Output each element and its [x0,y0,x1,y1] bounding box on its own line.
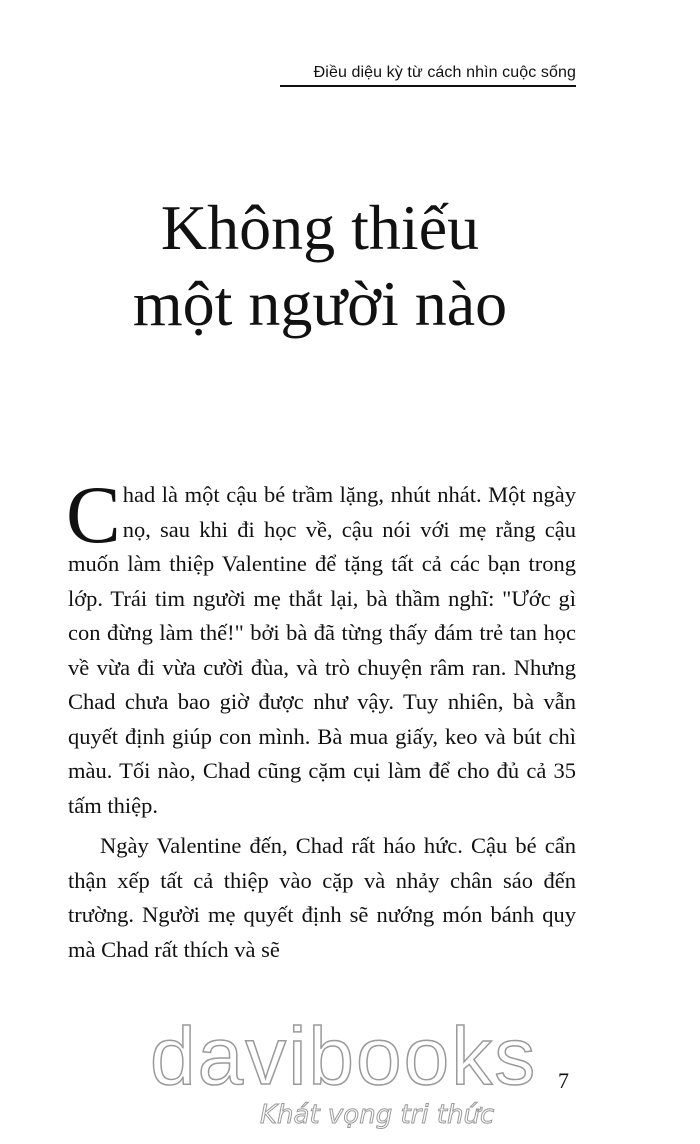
paragraph-1 [66,469,576,823]
watermark-logo: davibooks [150,1011,538,1102]
running-header: Điều diệu kỳ từ cách nhìn cuộc sống [280,64,576,87]
chapter-title-line-1: Không thiếu [160,192,480,263]
paragraph-1-text: had là một cậu bé trầm lặng, nhút nhát. Một ngày nọ, sau khi đi học về, cậu nói với mẹ rằng cậu muốn làm thiệp Valentine để tặng tất cả các bạn trong lớp. Trái tim người mẹ thắt lại, bà thầm nghĩ: "Ước gì con đừng làm thế!" bởi bà đã từng thấy đám trẻ tan học về vừa đi vừa cười đùa, và trò chuyện râm ran. Nhưng Chad chưa bao giờ được như vậy. Tuy nhiên, bà vẫn quyết định giúp con mình. Bà mua giấy, keo và bút chì màu. Tối nào, Chad cũng cặm cụi làm để cho đủ cả 35 tấm thiệp. [68,482,576,818]
body-text [66,469,576,967]
paragraph-2: Ngày Valentine đến, Chad rất háo hức. Cậu bé cẩn thận xếp tất cả thiệp vào cặp và nhảy chân sáo đến trường. Người mẹ quyết định sẽ nướng món bánh quy mà Chad rất thích và sẽ [68,833,576,962]
drop-cap: C [66,469,121,560]
watermark-tagline: Khát vọng tri thức [260,1100,495,1130]
page-number: 7 [558,1068,569,1093]
watermark [150,1010,550,1130]
chapter-title [60,190,580,342]
chapter-title-line-2: một người nào [132,268,508,339]
